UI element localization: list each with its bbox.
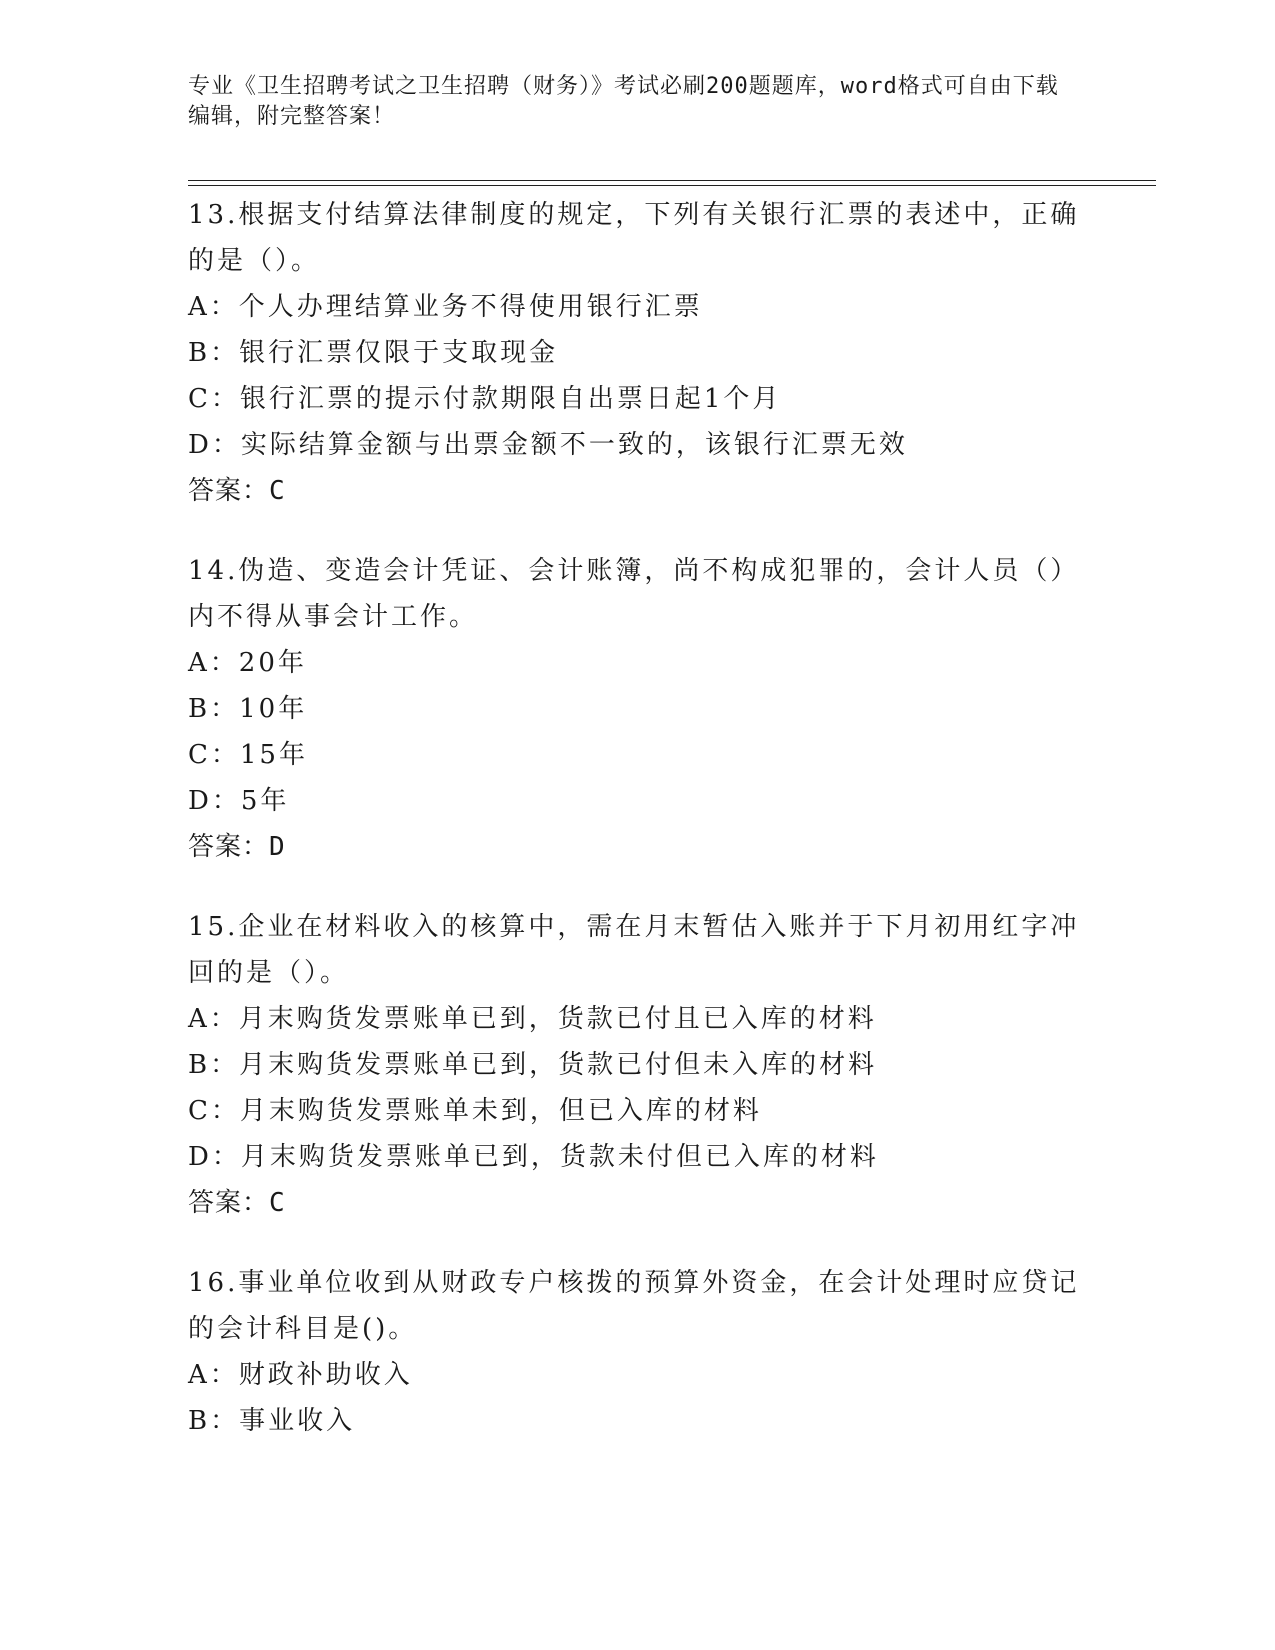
answer: 答案：C (188, 1188, 286, 1218)
question-16 (188, 1260, 1088, 1444)
question-15 (188, 904, 1088, 1226)
option-c: C：15年 (188, 740, 308, 770)
question-list (188, 188, 1088, 1478)
header-divider-top (188, 180, 1156, 181)
question-13 (188, 192, 1088, 514)
option-a: A：20年 (188, 648, 307, 678)
option-a: A：个人办理结算业务不得使用银行汇票 (188, 292, 703, 322)
question-stem: 16.事业单位收到从财政专户核拨的预算外资金，在会计处理时应贷记的会计科目是()。 (188, 1268, 1080, 1344)
option-a: A：月末购货发票账单已到，货款已付且已入库的材料 (188, 1004, 877, 1034)
option-a: A：财政补助收入 (188, 1360, 413, 1390)
option-b: B：银行汇票仅限于支取现金 (188, 338, 559, 368)
question-stem: 15.企业在材料收入的核算中，需在月末暂估入账并于下月初用红字冲回的是（）。 (188, 912, 1080, 988)
answer: 答案：C (188, 476, 286, 506)
option-d: D：实际结算金额与出票金额不一致的，该银行汇票无效 (188, 430, 908, 460)
option-d: D：5年 (188, 786, 290, 816)
question-stem: 14.伪造、变造会计凭证、会计账簿，尚不构成犯罪的，会计人员（）内不得从事会计工作。 (188, 556, 1080, 632)
option-b: B：10年 (188, 694, 308, 724)
option-b: B：事业收入 (188, 1406, 356, 1436)
document-header: 专业《卫生招聘考试之卫生招聘（财务）》考试必刷200题题库，word格式可自由下载编辑，附完整答案！ (188, 74, 1059, 129)
option-d: D：月末购货发票账单已到，货款未付但已入库的材料 (188, 1142, 879, 1172)
question-stem: 13.根据支付结算法律制度的规定，下列有关银行汇票的表述中，正确的是（）。 (188, 200, 1080, 276)
header-divider-bottom (188, 185, 1156, 186)
answer: 答案：D (188, 832, 286, 862)
option-b: B：月末购货发票账单已到，货款已付但未入库的材料 (188, 1050, 878, 1080)
option-c: C：月末购货发票账单未到，但已入库的材料 (188, 1096, 762, 1126)
question-14 (188, 548, 1088, 870)
option-c: C：银行汇票的提示付款期限自出票日起1个月 (188, 384, 782, 414)
